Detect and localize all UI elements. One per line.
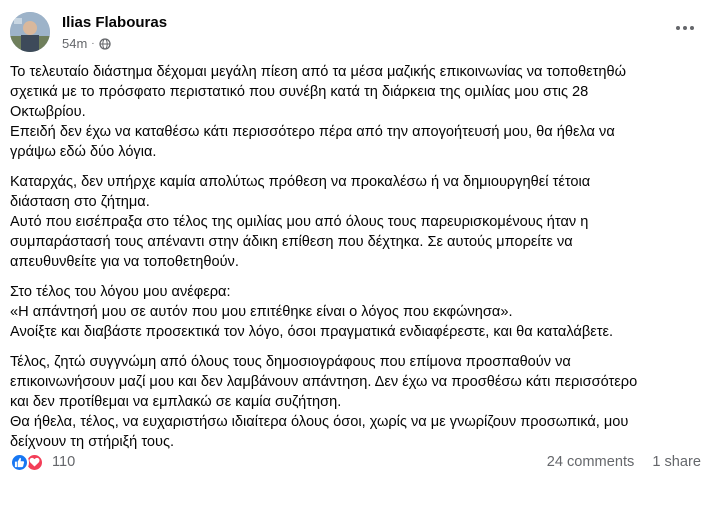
engagement-stats: [547, 454, 701, 470]
reaction-count: 110: [52, 454, 76, 470]
text-line: συμπαράστασή τους απέναντι στην άδικη επίθεση που δέχτηκα. Σε αυτούς μπορείτε να: [10, 234, 573, 250]
text-line: και δεν προτίθεμαι να εμπλακώ σε καμία συζήτηση.: [10, 394, 342, 410]
author-avatar[interactable]: [10, 12, 50, 52]
paragraph-2: [10, 172, 700, 272]
like-icon: [10, 453, 29, 472]
more-horizontal-icon: [675, 25, 695, 31]
post-time[interactable]: 54m: [62, 36, 88, 51]
text-line: «Η απάντησή μου σε αυτόν που μου επιτέθηκε είναι ο λόγος που εκφώνησα».: [10, 304, 513, 320]
reactions-summary[interactable]: [10, 453, 75, 472]
text-line: Οκτωβρίου.: [10, 104, 86, 120]
globe-icon[interactable]: [99, 38, 111, 50]
text-line: Θα ήθελα, τέλος, να ευχαριστήσω ιδιαίτερα όλους όσοι, χωρίς να με γνωρίζουν προσωπικά, μου: [10, 414, 629, 430]
text-line: απευθυνθείτε για να τοποθετηθούν.: [10, 254, 239, 270]
comments-count-link[interactable]: 24 comments: [546, 454, 635, 470]
text-line: δείχνουν τη στήριξή τους.: [10, 434, 175, 450]
text-line: Καταρχάς, δεν υπήρχε καμία απολύτως πρόθεση να προκαλέσω ή να δημιουργηθεί τέτοια: [10, 174, 591, 190]
text-line: Τέλος, ζητώ συγγνώμη από όλους τους δημοσιογράφους που επίμονα προσπαθούν να: [10, 354, 571, 370]
paragraph-3: [10, 282, 700, 342]
text-line: Το τελευταίο διάστημα δέχομαι μεγάλη πίεση από τα μέσα μαζικής επικοινωνίας να τοποθετηθώ: [10, 64, 627, 80]
post-footer: [10, 450, 701, 474]
more-options-button[interactable]: [673, 18, 697, 38]
text-line: σχετικά με το πρόσφατο περιστατικό που συνέβη κατά τη διάρκεια της ομιλίας μου στις 28: [10, 84, 589, 100]
meta-separator: ·: [91, 38, 95, 49]
text-line: διάσταση στο ζήτημα.: [10, 194, 150, 210]
post-body: [10, 62, 700, 462]
text-line: Επειδή δεν έχω να καταθέσω κάτι περισσότερο πέρα από την απογοήτευσή μου, θα ήθελα να: [10, 124, 615, 140]
shares-count-link[interactable]: 1 share: [652, 454, 701, 470]
author-name[interactable]: Ilias Flabouras: [62, 14, 168, 31]
text-line: Ανοίξτε και διαβάστε προσεκτικά τον λόγο, όσοι πραγματικά ενδιαφέρεστε, και θα καταλάβετε.: [10, 324, 614, 340]
text-line: γράψω εδώ δύο λόγια.: [10, 144, 157, 160]
paragraph-1: [10, 62, 700, 162]
text-line: Αυτό που εισέπραξα στο τέλος της ομιλίας μου από όλους τους παρευρισκομένους ήταν η: [10, 214, 589, 230]
post-header: [10, 10, 701, 54]
paragraph-4: [10, 352, 700, 452]
avatar-image: [10, 12, 50, 52]
text-line: Στο τέλος του λόγου μου ανέφερα:: [10, 284, 231, 300]
post-meta: [62, 36, 111, 51]
text-line: επικοινωνήσουν μαζί μου και δεν λαμβάνουν απάντηση. Δεν έχω να προσθέσω κάτι περισσότερο: [10, 374, 638, 390]
